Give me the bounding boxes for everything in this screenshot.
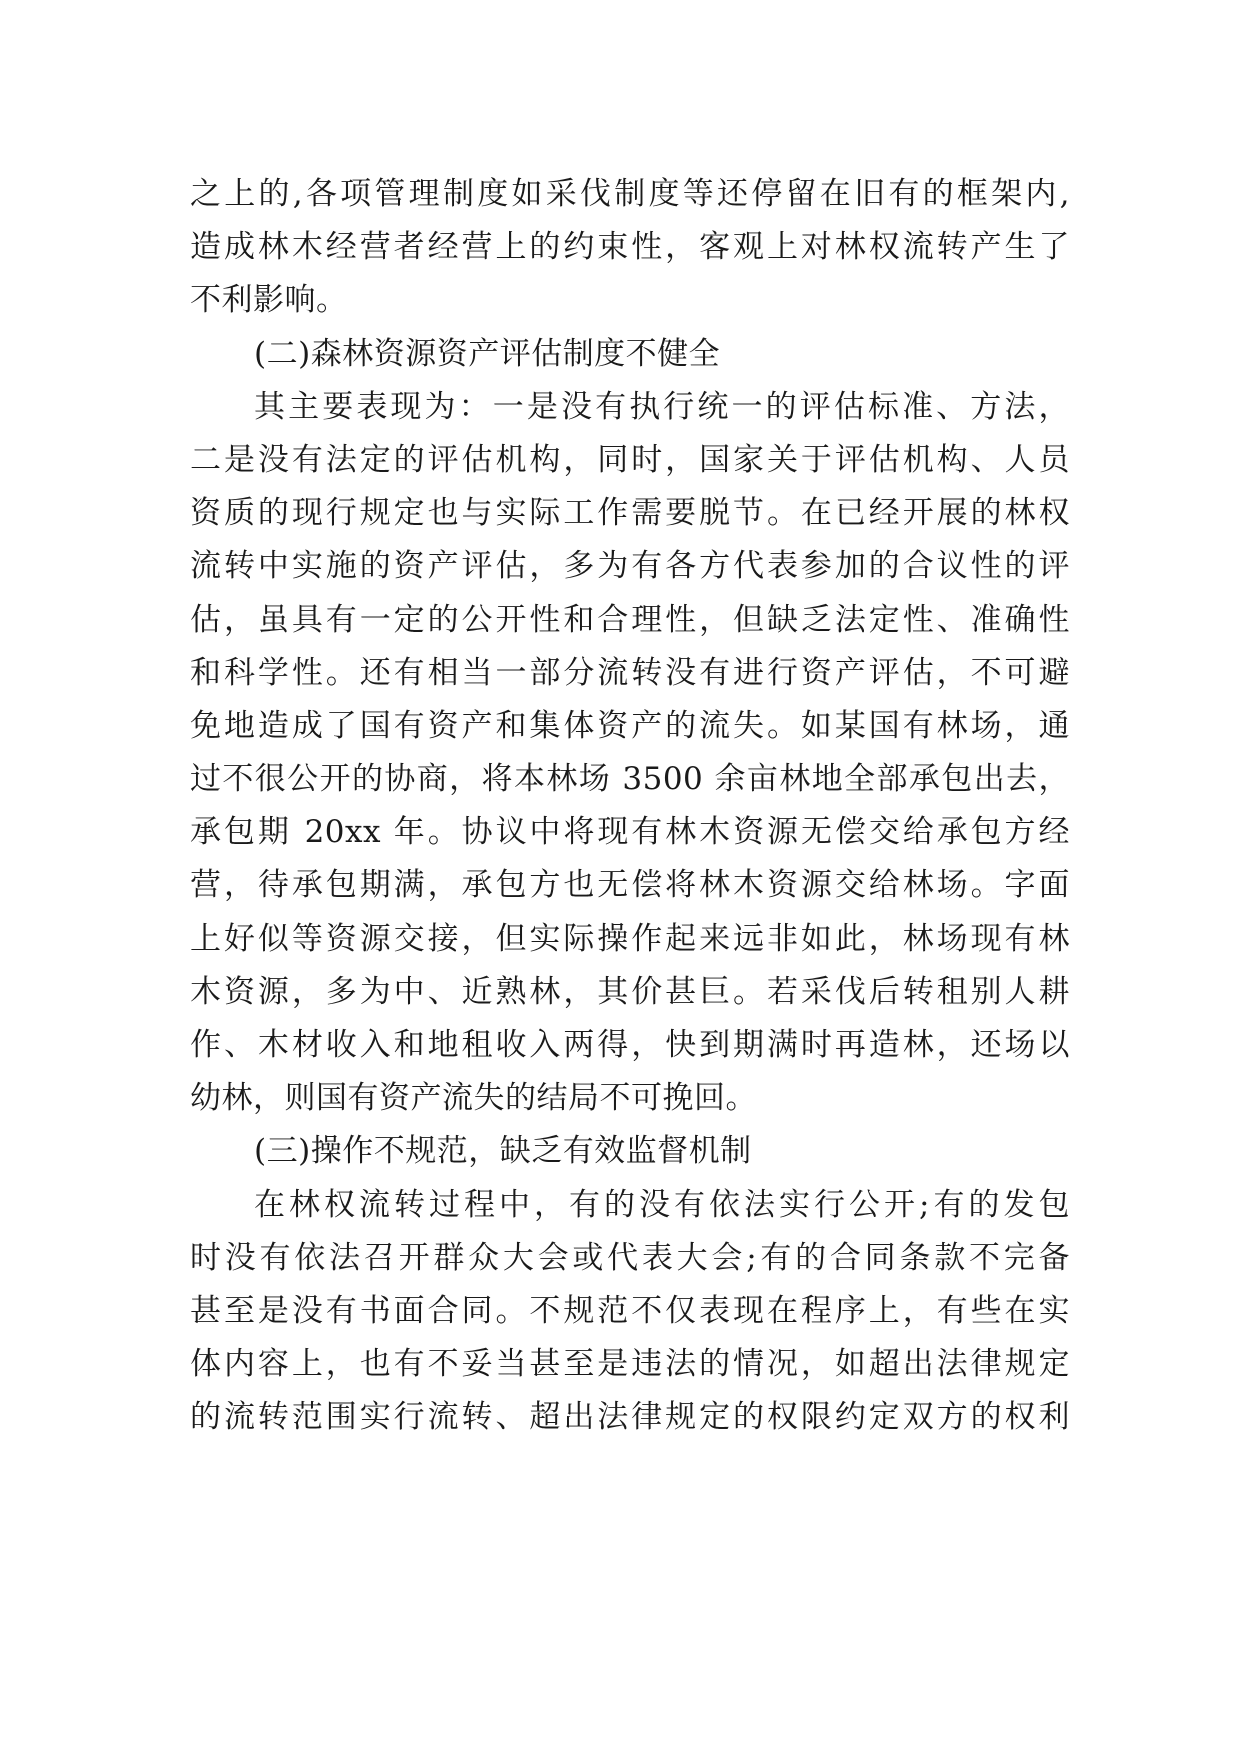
paragraph-line: 木资源，多为中、近熟林，其价甚巨。若采伐后转租别人耕 xyxy=(190,973,1070,1010)
paragraph-line: 不利影响。 xyxy=(190,282,348,319)
paragraph-line: 流转中实施的资产评估，多为有各方代表参加的合议性的评 xyxy=(190,548,1070,585)
paragraph-line: 造成林木经营者经营上的约束性，客观上对林权流转产生了 xyxy=(190,229,1070,266)
paragraph-line: 估，虽具有一定的公开性和合理性，但缺乏法定性、准确性 xyxy=(190,601,1070,638)
paragraph-line: 二是没有法定的评估机构，同时，国家关于评估机构、人员 xyxy=(190,441,1070,478)
paragraph-line: 之上的,各项管理制度如采伐制度等还停留在旧有的框架内, xyxy=(190,176,1070,212)
paragraph-line: 幼林，则国有资产流失的结局不可挽回。 xyxy=(190,1080,757,1117)
paragraph-line: 资质的现行规定也与实际工作需要脱节。在已经开展的林权 xyxy=(190,495,1070,532)
paragraph-line: 其主要表现为：一是没有执行统一的评估标准、方法， xyxy=(254,388,1070,425)
paragraph-line: 的流转范围实行流转、超出法律规定的权限约定双方的权利 xyxy=(190,1399,1070,1436)
paragraph-line: 时没有依法召开群众大会或代表大会;有的合同条款不完备 xyxy=(190,1239,1070,1276)
paragraph-line: 营，待承包期满，承包方也无偿将林木资源交给林场。字面 xyxy=(190,867,1070,904)
paragraph-line: 过不很公开的协商，将本林场 3500 余亩林地全部承包出去， xyxy=(190,761,1070,798)
section-heading: (三)操作不规范，缺乏有效监督机制 xyxy=(254,1133,752,1170)
paragraph-line: 上好似等资源交接，但实际操作起来远非如此，林场现有林 xyxy=(190,920,1070,957)
paragraph-line: 作、木材收入和地租收入两得，快到期满时再造林，还场以 xyxy=(190,1027,1070,1063)
paragraph-line: 和科学性。还有相当一部分流转没有进行资产评估，不可避 xyxy=(190,654,1070,691)
paragraph-line: 体内容上，也有不妥当甚至是违法的情况，如超出法律规定 xyxy=(190,1346,1070,1383)
paragraph-line: 承包期 20xx 年。协议中将现有林木资源无偿交给承包方经 xyxy=(190,814,1070,851)
section-heading: (二)森林资源资产评估制度不健全 xyxy=(254,335,721,372)
paragraph-line: 免地造成了国有资产和集体资产的流失。如某国有林场，通 xyxy=(190,707,1070,744)
paragraph-line: 甚至是没有书面合同。不规范不仅表现在程序上，有些在实 xyxy=(190,1292,1070,1329)
paragraph-line: 在林权流转过程中，有的没有依法实行公开;有的发包 xyxy=(254,1186,1070,1223)
document-body xyxy=(190,168,1070,1445)
